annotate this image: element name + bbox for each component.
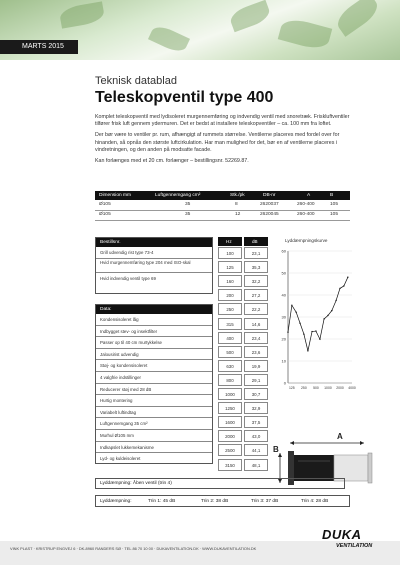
date-label: MARTS 2015: [0, 40, 78, 54]
list-item: Reducerer støj med 28 dB: [96, 384, 212, 396]
order-box-header: Bestillsnr.: [96, 238, 212, 247]
db-cell: 19,9: [244, 360, 268, 372]
db-cell: 14,6: [244, 318, 268, 330]
db-cell: 43,0: [244, 430, 268, 442]
intro-paragraph: Kan forlænges med et 20 cm. forlænger – bestillingsnr. 52269.87.: [95, 158, 249, 165]
list-item: Grill udvendig rist type 73-4: [96, 247, 212, 259]
list-item: 4 valgfrie indstillinger: [96, 372, 212, 384]
hz-cell: 500: [218, 346, 242, 358]
duka-logo-subtitle: VENTILATION: [336, 543, 373, 549]
dim-cell: 2620037: [260, 202, 279, 207]
hz-cell: 125: [218, 261, 242, 273]
damping-step: Trin 2: 38 dB: [201, 499, 229, 504]
dim-header-cell: B: [330, 193, 334, 198]
data-box-header: Data:: [96, 305, 212, 314]
y-tick-label: 50: [281, 270, 286, 276]
data-point: [315, 330, 316, 331]
data-point: [307, 350, 308, 351]
x-tick-label: 125: [289, 386, 295, 390]
doc-subtitle: Teknisk datablad: [95, 75, 177, 87]
leaf-shape: [333, 0, 382, 37]
list-item: Hvid indvendig ventil type 69: [100, 276, 156, 281]
x-tick-label: 2000: [336, 386, 344, 390]
duka-logo: DUKA: [322, 527, 362, 542]
dim-cell: 12: [235, 212, 241, 217]
dim-cell: 260-400: [297, 212, 315, 217]
db-cell: 48,1: [244, 459, 268, 471]
db-cell: 32,2: [244, 275, 268, 287]
hz-cell: 250: [218, 303, 242, 315]
damping-open-box: Lyddæmpning: Åben ventil (trin 4): [95, 478, 345, 489]
data-point: [311, 331, 312, 332]
db-cell: 27,2: [244, 289, 268, 301]
hz-cell: 1250: [218, 402, 242, 414]
hz-cell: 2500: [218, 444, 242, 456]
dim-cell: 35: [185, 202, 191, 207]
list-item: Jalousirist udvendig: [96, 349, 212, 361]
data-point: [339, 288, 340, 289]
intro-text: [95, 114, 350, 169]
footer-address: VINK PLAST · KRISTRUP ENGVEJ 6 · DK-8960 RANDERS SØ · TEL 86 70 10 00 · DUKAVENTILATION.DK · WWW.DUKAVENTILATION.DK: [10, 546, 257, 551]
db-cell: 30,7: [244, 388, 268, 400]
dim-header-cell: A: [307, 193, 311, 198]
valve-cap: [368, 453, 372, 483]
list-item: Hurtig montering: [96, 395, 212, 407]
list-item: Hvid murgennemføring type 204 med ISO-skal: [96, 259, 212, 273]
dim-header-cell: Stk./pk: [230, 193, 245, 198]
hz-cell: 100: [218, 247, 242, 259]
y-tick-label: 10: [281, 358, 286, 364]
x-tick-label: 500: [313, 386, 319, 390]
db-cell: 37,5: [244, 416, 268, 428]
list-item: Luftgennemgang 35 cm²: [96, 418, 212, 430]
leaf-shape: [278, 16, 333, 52]
db-cell: 23,4: [244, 332, 268, 344]
data-point: [335, 300, 336, 301]
damping-curve-line: [288, 277, 348, 351]
list-item: Lyd- og kuldeisoleret: [100, 456, 141, 462]
list-item: Indbygget stev- og insektfilter: [96, 326, 212, 338]
list-item: Støj- og kondensisoleret: [96, 360, 212, 372]
hz-cell: 160: [218, 275, 242, 287]
dim-header-cell: DB-nr: [263, 193, 276, 198]
db-cell: 23,1: [244, 247, 268, 259]
dimension-label-a: A: [337, 432, 343, 441]
data-point: [327, 315, 328, 316]
doc-title: Teleskopventil type 400: [95, 89, 274, 106]
hz-cell: 2000: [218, 430, 242, 442]
hz-cell: 200: [218, 289, 242, 301]
y-tick-label: 30: [281, 314, 286, 320]
damping-label: Lyddæmpning:: [100, 499, 132, 504]
hz-cell: 800: [218, 374, 242, 386]
hz-cell: 3150: [218, 459, 242, 471]
y-tick-label: 20: [281, 336, 286, 342]
dim-header-cell: Luftgennemgang cm²: [155, 193, 201, 198]
hz-header: Hz: [226, 239, 232, 244]
data-point: [303, 333, 304, 334]
hz-cell: 400: [218, 332, 242, 344]
damping-step: Trin 4: 28 dB: [301, 499, 329, 504]
hz-cell: 1600: [218, 416, 242, 428]
dim-cell: 105: [330, 212, 339, 217]
graph-title: Lyddæmpningskurve: [285, 238, 328, 243]
list-item: Variabelt luftindtag: [96, 407, 212, 419]
dim-table-header: [95, 191, 350, 200]
data-point: [319, 339, 320, 340]
y-tick-label: 0: [283, 380, 286, 386]
data-point: [295, 311, 296, 312]
leaf-shape: [59, 1, 106, 28]
order-box: [95, 237, 213, 294]
x-tick-label: 1000: [324, 386, 332, 390]
arrow-head: [360, 441, 364, 445]
db-cell: 22,2: [244, 303, 268, 315]
data-box: [95, 304, 213, 464]
dimension-label-b: B: [273, 445, 279, 454]
x-tick-label: 4000: [348, 386, 356, 390]
data-point: [291, 305, 292, 306]
hz-cell: 315: [218, 318, 242, 330]
dim-cell: Ø105: [99, 202, 111, 207]
list-item: Passer op til 40 cm murtykkelse: [96, 337, 212, 349]
damping-steps-box: [95, 495, 350, 507]
db-cell: 23,6: [244, 346, 268, 358]
y-tick-label: 40: [281, 292, 286, 298]
damping-step: Trin 1: 45 dB: [148, 499, 176, 504]
db-cell: 44,1: [244, 444, 268, 456]
intro-paragraph: Der bør være to ventiler pr. rum, afhængigt af rummets størrelse. Ventilerne placeres med fordel over for hinanden, så opnås den største luftcirkulation. Har man mulighed for det, bør en af ventilerne placeres i vindretningen, og den anden på modsatte facade.: [95, 132, 340, 153]
data-point: [323, 318, 324, 319]
data-point: [287, 331, 288, 332]
dim-cell: 260-400: [297, 202, 315, 207]
list-item: Murhul Ø105 mm: [96, 430, 212, 442]
hz-cell: 630: [218, 360, 242, 372]
data-point: [331, 310, 332, 311]
db-cell: 32,9: [244, 402, 268, 414]
dim-cell: 2620045: [260, 212, 279, 217]
arrow-head: [290, 441, 294, 445]
damping-step: Trin 3: 37 dB: [251, 499, 279, 504]
dim-cell: Ø105: [99, 212, 111, 217]
x-tick-label: 250: [301, 386, 307, 390]
hz-cell: 1000: [218, 388, 242, 400]
list-item: Indkapslet lukkemekanisme: [96, 442, 212, 454]
dim-cell: 8: [235, 202, 238, 207]
db-header: dB: [252, 239, 258, 244]
table-row: [95, 210, 350, 221]
leaf-shape: [148, 23, 190, 55]
data-rows: [96, 314, 212, 465]
leaf-shape: [228, 0, 272, 32]
damping-curve-chart: [278, 245, 355, 398]
list-item: Kondensisoleret låg: [96, 314, 212, 326]
data-point: [343, 285, 344, 286]
data-point: [347, 276, 348, 277]
db-cell: 35,3: [244, 261, 268, 273]
dim-header-cell: Dimension mm: [99, 193, 131, 198]
dim-cell: 105: [330, 202, 339, 207]
intro-paragraph: Komplet teleskopventil med lydisoleret murgennemføring og indvendig ventil med snoretræk. Friskluftventiler tilfører frisk luft gennem ydermuren. Det er bedst at installere teleskopventiler – ca. 100 mm fra loftet.: [95, 114, 350, 128]
data-point: [299, 322, 300, 323]
dim-cell: 35: [185, 212, 191, 217]
y-tick-label: 60: [281, 248, 286, 254]
db-cell: 29,1: [244, 374, 268, 386]
hz-db-table: [218, 237, 268, 472]
